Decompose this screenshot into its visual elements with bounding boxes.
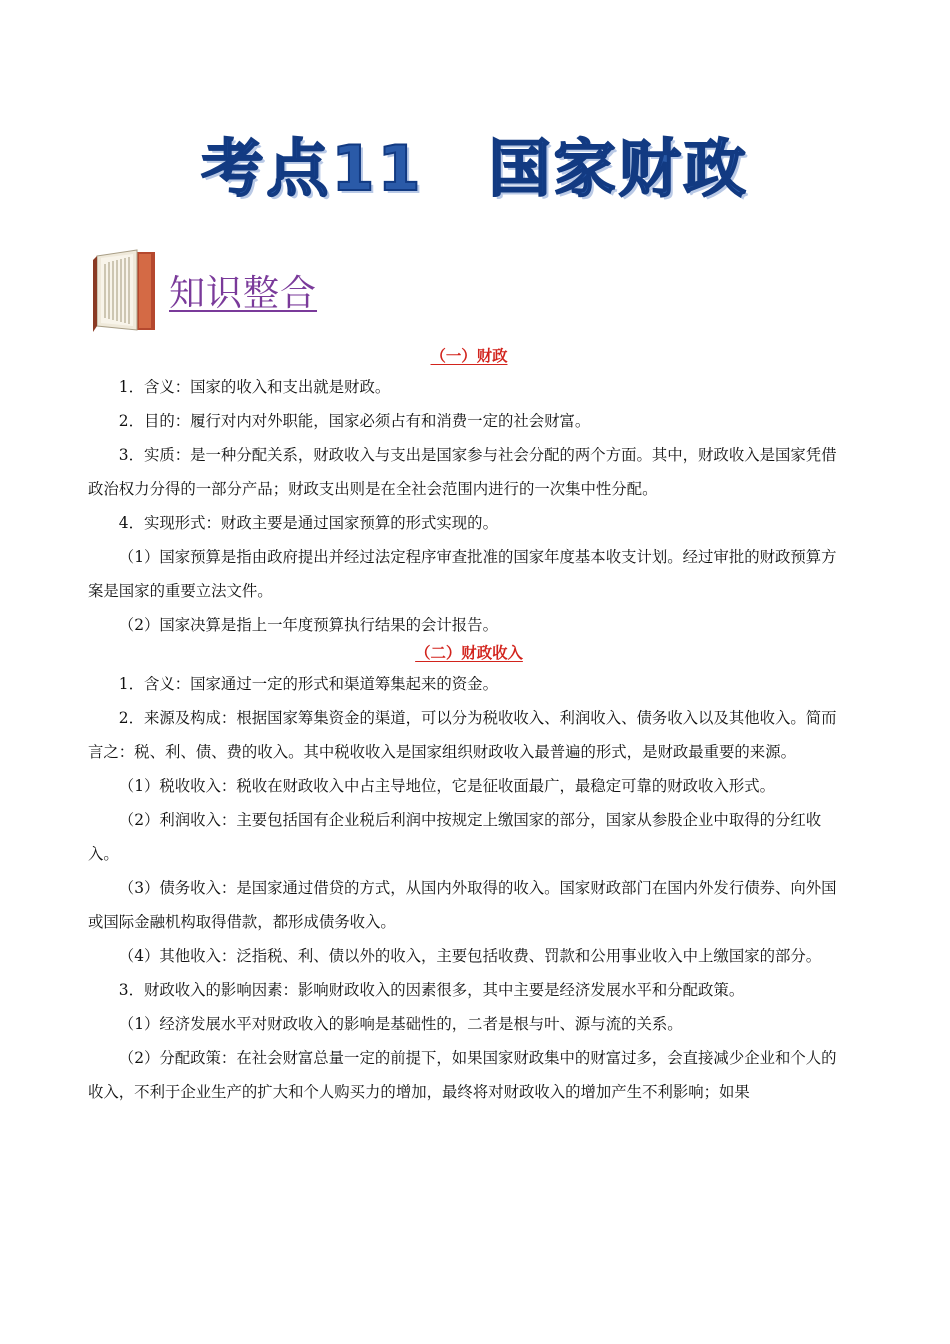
paragraph: （3）债务收入：是国家通过借贷的方式，从国内外取得的收入。国家财政部门在国内外发行债券、向外国或国际金融机构取得借款，都形成债务收入。 [88,879,837,931]
paragraph: （2）国家决算是指上一年度预算执行结果的会计报告。 [118,616,498,634]
section-heading: （一）财政 [430,347,508,365]
section-banner [93,248,333,333]
paragraph: 4．实现形式：财政主要是通过国家预算的形式实现的。 [118,514,498,532]
paragraph: 3．实质：是一种分配关系，财政收入与支出是国家参与社会分配的两个方面。其中，财政收入是国家凭借政治权力分得的一部分产品；财政支出则是在全社会范围内进行的一次集中性分配。 [88,446,837,498]
paragraph: 3．财政收入的影响因素：影响财政收入的因素很多，其中主要是经济发展水平和分配政策。 [118,981,745,999]
paragraph: （1）经济发展水平对财政收入的影响是基础性的，二者是根与叶、源与流的关系。 [118,1015,683,1033]
paragraph: 1．含义：国家通过一定的形式和渠道筹集起来的资金。 [118,675,498,693]
paragraph: 2．目的：履行对内对外职能，国家必须占有和消费一定的社会财富。 [118,412,591,430]
paragraph: （2）分配政策：在社会财富总量一定的前提下，如果国家财政集中的财富过多，会直接减少企业和个人的收入，不利于企业生产的扩大和个人购买力的增加，最终将对财政收入的增加产生不利影响；如果 [88,1049,837,1101]
section-heading: （二）财政收入 [415,644,523,662]
paragraph: （2）利润收入：主要包括国有企业税后利润中按规定上缴国家的部分，国家从参股企业中取得的分红收入。 [88,811,822,863]
paragraph: （1）国家预算是指由政府提出并经过法定程序审查批准的国家年度基本收支计划。经过审批的财政预算方案是国家的重要立法文件。 [88,548,837,600]
book-icon [93,248,157,332]
paragraph: （1）税收收入：税收在财政收入中占主导地位，它是征收面最广，最稳定可靠的财政收入形式。 [118,777,775,795]
paragraph: 1．含义：国家的收入和支出就是财政。 [118,378,391,396]
section-banner-label: 知识整合 [169,273,318,314]
paragraph: （4）其他收入：泛指税、利、债以外的收入，主要包括收费、罚款和公用事业收入中上缴国家的部分。 [118,947,822,965]
page-title: 考点11 国家财政 [201,132,749,205]
document-body [88,345,850,1109]
paragraph: 2．来源及构成：根据国家筹集资金的渠道，可以分为税收收入、利润收入、债务收入以及其他收入。简而言之：税、利、债、费的收入。其中税收收入是国家组织财政收入最普遍的形式，是财政最重要的来源。 [88,709,837,761]
